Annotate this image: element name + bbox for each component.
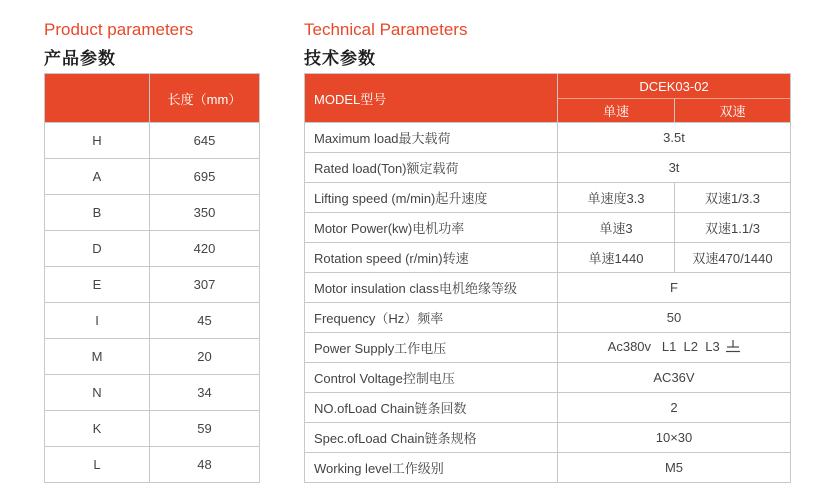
dimension-value: 34: [150, 375, 260, 411]
table-row: [305, 213, 791, 243]
double-speed-value: 双速1.1/3: [675, 213, 791, 243]
dimension-code: N: [45, 375, 150, 411]
parameter-value: 3.5t: [558, 123, 791, 153]
single-speed-header: 单速: [558, 99, 675, 123]
table-row: [45, 303, 260, 339]
model-label: MODEL型号: [305, 74, 558, 123]
power-supply-cell: [558, 333, 791, 363]
single-speed-value: 单速1440: [558, 243, 675, 273]
parameter-name: Power Supply工作电压: [305, 333, 558, 363]
double-speed-header: 双速: [675, 99, 791, 123]
dimension-code: K: [45, 411, 150, 447]
table-row: [305, 453, 791, 483]
dimension-code: A: [45, 159, 150, 195]
table-row: [305, 423, 791, 453]
dimension-code: M: [45, 339, 150, 375]
table-row: [305, 333, 791, 363]
dimension-value: 645: [150, 123, 260, 159]
table-row: [305, 183, 791, 213]
dimension-value: 695: [150, 159, 260, 195]
double-speed-value: 双速470/1440: [675, 243, 791, 273]
product-code-header: [45, 74, 150, 123]
parameter-value: Ac380v L1 L2 L3: [607, 339, 720, 355]
dimension-code: B: [45, 195, 150, 231]
product-parameters-table: [44, 73, 260, 483]
product-title-en: Product parameters: [44, 20, 194, 39]
table-row: [45, 195, 260, 231]
dimension-value: 45: [150, 303, 260, 339]
table-row: [305, 303, 791, 333]
dimension-value: 59: [150, 411, 260, 447]
parameter-name: Motor insulation class电机绝缘等级: [305, 273, 558, 303]
table-row: [45, 123, 260, 159]
parameter-name: Maximum load最大载荷: [305, 123, 558, 153]
dimension-value: 350: [150, 195, 260, 231]
table-row: [305, 393, 791, 423]
ground-symbol-icon: [726, 340, 740, 356]
table-row: [45, 267, 260, 303]
single-speed-value: 单速3: [558, 213, 675, 243]
parameter-value: 50: [558, 303, 791, 333]
table-row: [305, 273, 791, 303]
product-header-row: [45, 74, 260, 123]
table-row: [45, 159, 260, 195]
parameter-value: AC36V: [558, 363, 791, 393]
dimension-code: H: [45, 123, 150, 159]
table-row: [305, 123, 791, 153]
model-header-row: [305, 74, 791, 99]
dimension-code: D: [45, 231, 150, 267]
parameter-name: Frequency（Hz）频率: [305, 303, 558, 333]
model-name: DCEK03-02: [558, 74, 791, 99]
table-row: [45, 375, 260, 411]
parameter-name: Rated load(Ton)额定载荷: [305, 153, 558, 183]
table-row: [45, 411, 260, 447]
parameter-name: Motor Power(kw)电机功率: [305, 213, 558, 243]
parameter-name: Rotation speed (r/min)转速: [305, 243, 558, 273]
parameter-value: 10×30: [558, 423, 791, 453]
table-row: [45, 231, 260, 267]
parameter-name: Working level工作级别: [305, 453, 558, 483]
parameter-name: NO.ofLoad Chain链条回数: [305, 393, 558, 423]
dimension-code: I: [45, 303, 150, 339]
parameter-value: 2: [558, 393, 791, 423]
table-row: [305, 153, 791, 183]
parameter-name: Lifting speed (m/min)起升速度: [305, 183, 558, 213]
dimension-value: 307: [150, 267, 260, 303]
parameter-value: M5: [558, 453, 791, 483]
technical-parameters-table: [304, 73, 791, 483]
table-row: [45, 339, 260, 375]
dimension-value: 48: [150, 447, 260, 483]
length-header: 长度（mm）: [150, 74, 260, 123]
single-speed-value: 单速度3.3: [558, 183, 675, 213]
technical-title-cn: 技术参数: [304, 49, 376, 68]
dimension-code: L: [45, 447, 150, 483]
parameter-name: Control Voltage控制电压: [305, 363, 558, 393]
product-title-cn: 产品参数: [44, 49, 116, 68]
parameter-value: F: [558, 273, 791, 303]
table-row: [305, 243, 791, 273]
dimension-value: 20: [150, 339, 260, 375]
technical-title-en: Technical Parameters: [304, 20, 468, 39]
dimension-value: 420: [150, 231, 260, 267]
table-row: [45, 447, 260, 483]
parameter-name: Spec.ofLoad Chain链条规格: [305, 423, 558, 453]
dimension-code: E: [45, 267, 150, 303]
parameter-value: 3t: [558, 153, 791, 183]
table-row: [305, 363, 791, 393]
double-speed-value: 双速1/3.3: [675, 183, 791, 213]
